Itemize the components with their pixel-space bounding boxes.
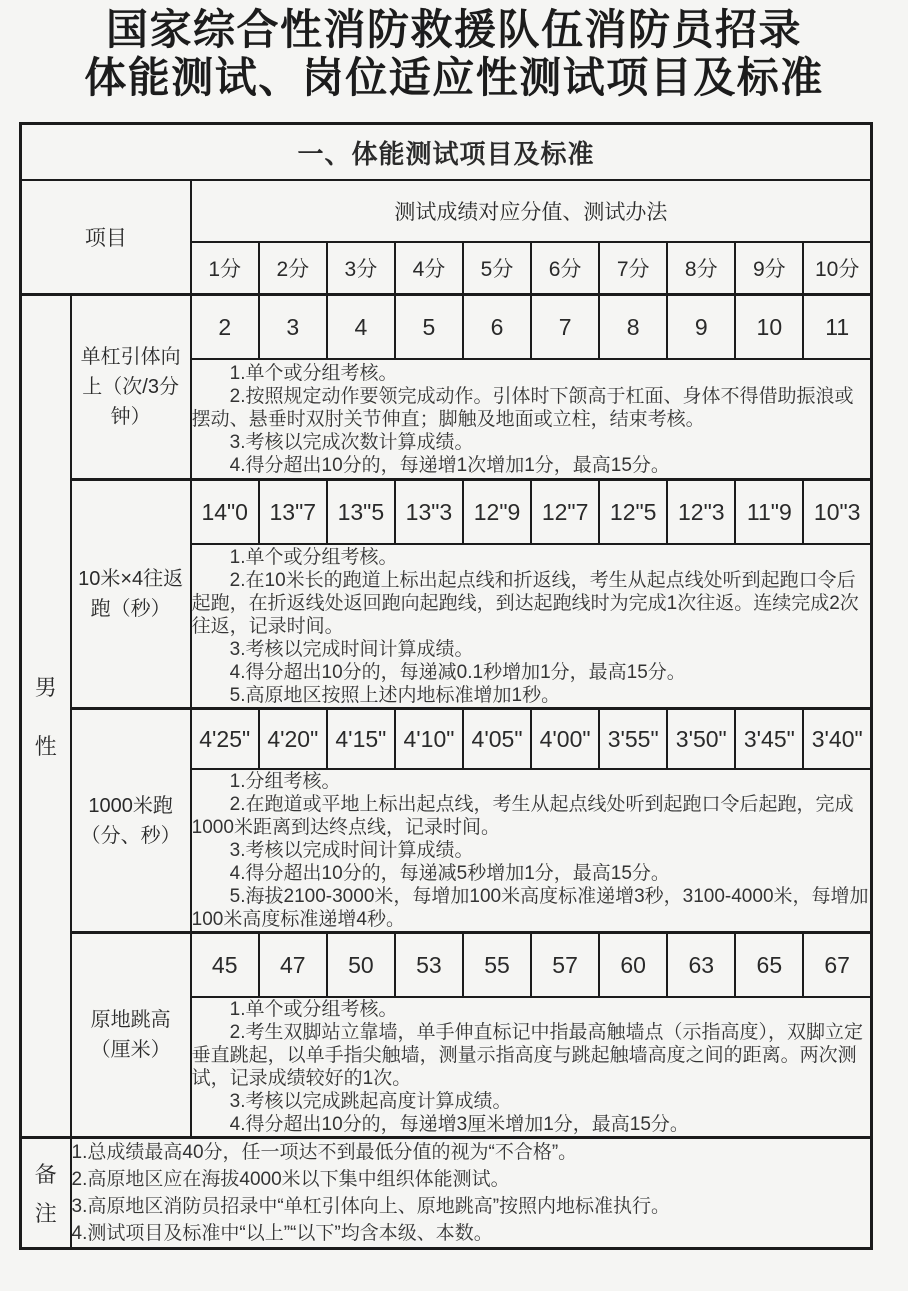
- section-header-row: [21, 124, 872, 181]
- column-header-item: 项目: [21, 180, 191, 295]
- score-col-header-2: 2分: [259, 242, 327, 295]
- item-1-score-4: 5: [395, 295, 463, 360]
- column-header-scores: 测试成绩对应分值、测试办法: [191, 180, 872, 242]
- score-col-header-10: 10分: [803, 242, 871, 295]
- remarks-row: [21, 1138, 872, 1249]
- gender-char-2: 性: [34, 734, 57, 759]
- item-4-method: [191, 997, 872, 1138]
- item-2-score-5: 12"9: [463, 480, 531, 545]
- remark-line: 2.高原地区应在海拔4000米以下集中组织体能测试。: [71, 1169, 510, 1190]
- score-col-header-3: 3分: [327, 242, 395, 295]
- remark-text: [71, 1138, 872, 1249]
- method-step: 1.单个或分组考核。: [229, 546, 398, 568]
- item-2-scores-row: [21, 480, 872, 545]
- method-step: 2.在10米长的跑道上标出起点线和折返线，考生从起点线处听到起跑口令后起跑，在折返线处返回跑向起跑线，到达起跑线时为完成1次往返。连续完成2次往返，记录时间。: [191, 569, 859, 637]
- item-4-score-6: 57: [531, 933, 599, 998]
- method-step: 2.在跑道或平地上标出起点线，考生从起点线处听到起跑口令后起跑，完成1000米距离到达终点线，记录时间。: [191, 794, 854, 838]
- item-3-scores-row: [21, 709, 872, 770]
- score-col-header-7: 7分: [599, 242, 667, 295]
- remark-label-char-2: 注: [34, 1201, 57, 1226]
- item-4-score-5: 55: [463, 933, 531, 998]
- score-col-header-9: 9分: [735, 242, 803, 295]
- item-3-score-3: 4'15": [327, 709, 395, 770]
- remark-line: 4.测试项目及标准中“以上”“以下”均含本级、本数。: [71, 1223, 493, 1244]
- item-3-score-5: 4'05": [463, 709, 531, 770]
- item-2-score-7: 12"5: [599, 480, 667, 545]
- method-step: 4.得分超出10分的，每递减0.1秒增加1分，最高15分。: [229, 661, 686, 683]
- method-step: 5.海拔2100-3000米，每增加100米高度标准递增3秒，3100-4000米，每增加100米高度标准递增4秒。: [191, 886, 869, 930]
- item-1-score-2: 3: [259, 295, 327, 360]
- method-step: 3.考核以完成时间计算成绩。: [229, 840, 474, 861]
- method-step: 4.得分超出10分的，每递减5秒增加1分，最高15分。: [229, 863, 670, 884]
- score-col-header-8: 8分: [667, 242, 735, 295]
- score-col-header-1: 1分: [191, 242, 259, 295]
- document-title: [0, 0, 908, 102]
- item-2-score-1: 14"0: [191, 480, 259, 545]
- method-step: 5.高原地区按照上述内地标准增加1秒。: [229, 684, 561, 706]
- item-3-method: [191, 769, 872, 933]
- item-1-method: [191, 359, 872, 480]
- item-4-scores-row: [21, 933, 872, 998]
- method-step: 2.考生双脚站立靠墙，单手伸直标记中指最高触墙点（示指高度），双脚立定垂直跳起，以单手指尖触墙，测量示指高度与跳起触墙高度之间的距离。两次测试，记录成绩较好的1次。: [191, 1022, 864, 1089]
- method-step: 4.得分超出10分的，每递增3厘米增加1分，最高15分。: [229, 1114, 689, 1135]
- method-step: 3.考核以完成次数计算成绩。: [229, 431, 474, 453]
- item-2-score-9: 11"9: [735, 480, 803, 545]
- item-4-score-7: 60: [599, 933, 667, 998]
- item-1-score-10: 11: [803, 295, 871, 360]
- score-col-header-4: 4分: [395, 242, 463, 295]
- method-step: 3.考核以完成时间计算成绩。: [229, 638, 474, 660]
- method-step: 3.考核以完成跳起高度计算成绩。: [229, 1091, 512, 1112]
- method-step: 1.单个或分组考核。: [229, 999, 398, 1020]
- item-1-scores-row: [21, 295, 872, 360]
- item-4-name: 原地跳高（厘米）: [71, 933, 191, 1138]
- item-2-name: 10米×4往返跑（秒）: [71, 480, 191, 709]
- item-3-score-1: 4'25": [191, 709, 259, 770]
- item-2-method: [191, 544, 872, 709]
- section-title: 一、体能测试项目及标准: [21, 124, 872, 181]
- method-step: 4.得分超出10分的，每递增1次增加1分，最高15分。: [229, 454, 670, 476]
- item-2-score-2: 13"7: [259, 480, 327, 545]
- item-2-score-3: 13"5: [327, 480, 395, 545]
- item-1-score-1: 2: [191, 295, 259, 360]
- item-1-score-6: 7: [531, 295, 599, 360]
- remark-line: 3.高原地区消防员招录中“单杠引体向上、原地跳高”按照内地标准执行。: [71, 1196, 671, 1217]
- item-1-score-7: 8: [599, 295, 667, 360]
- item-3-score-10: 3'40": [803, 709, 871, 770]
- item-2-score-4: 13"3: [395, 480, 463, 545]
- item-1-score-3: 4: [327, 295, 395, 360]
- item-3-name: 1000米跑（分、秒）: [71, 709, 191, 933]
- score-col-header-6: 6分: [531, 242, 599, 295]
- gender-label-male: [21, 295, 71, 1138]
- method-step: 2.按照规定动作要领完成动作。引体时下颌高于杠面、身体不得借助振浪或摆动、悬垂时双肘关节伸直；脚触及地面或立柱，结束考核。: [191, 385, 854, 430]
- method-step: 1.单个或分组考核。: [229, 362, 398, 384]
- item-1-score-8: 9: [667, 295, 735, 360]
- fitness-test-table: [19, 122, 873, 1250]
- gender-char-1: 男: [34, 675, 57, 700]
- title-line-2: 体能测试、岗位适应性测试项目及标准: [84, 54, 824, 101]
- table-header-row: [21, 180, 872, 242]
- item-1-score-5: 6: [463, 295, 531, 360]
- item-4-score-2: 47: [259, 933, 327, 998]
- score-col-header-5: 5分: [463, 242, 531, 295]
- remark-label: [21, 1138, 71, 1249]
- remark-label-char-1: 备: [34, 1162, 57, 1187]
- item-1-name: 单杠引体向上（次/3分钟）: [71, 295, 191, 480]
- item-2-score-8: 12"3: [667, 480, 735, 545]
- item-4-score-9: 65: [735, 933, 803, 998]
- item-4-score-4: 53: [395, 933, 463, 998]
- item-4-score-1: 45: [191, 933, 259, 998]
- item-3-score-6: 4'00": [531, 709, 599, 770]
- remark-line: 1.总成绩最高40分，任一项达不到最低分值的视为“不合格”。: [71, 1142, 578, 1163]
- title-line-1: 国家综合性消防救援队伍消防员招录: [105, 6, 802, 53]
- item-2-score-10: 10"3: [803, 480, 871, 545]
- item-3-score-8: 3'50": [667, 709, 735, 770]
- item-4-score-8: 63: [667, 933, 735, 998]
- item-4-score-10: 67: [803, 933, 871, 998]
- item-4-score-3: 50: [327, 933, 395, 998]
- item-3-score-2: 4'20": [259, 709, 327, 770]
- method-step: 1.分组考核。: [229, 771, 341, 792]
- item-2-score-6: 12"7: [531, 480, 599, 545]
- item-3-score-7: 3'55": [599, 709, 667, 770]
- item-3-score-9: 3'45": [735, 709, 803, 770]
- item-3-score-4: 4'10": [395, 709, 463, 770]
- item-1-score-9: 10: [735, 295, 803, 360]
